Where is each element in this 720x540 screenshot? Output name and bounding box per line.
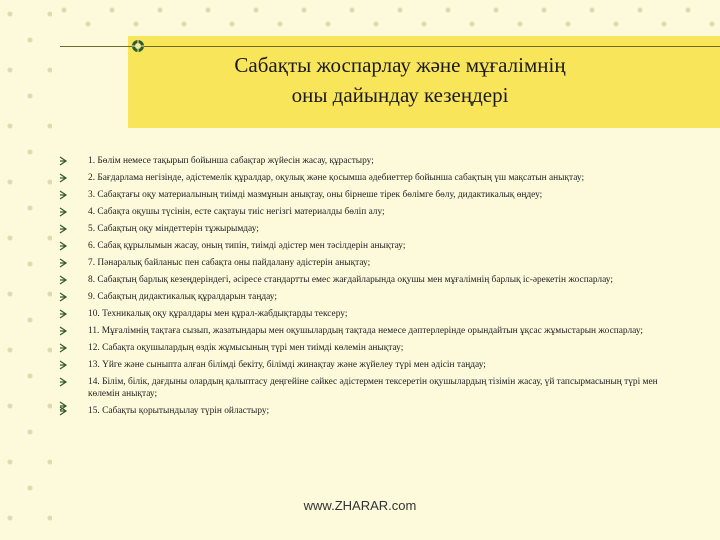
footer-url: www.ZHARAR.com (303, 498, 417, 513)
list-item-text: 8. Сабақтың барлық кезеңдеріндегі, әсіресе стандартты емес жағдайларында оқушы мен мұғалімнің барлық іс-әрекетін жоспарлау; (88, 274, 613, 285)
title-divider (60, 46, 720, 47)
list-item (56, 257, 671, 270)
bullet-icon (58, 190, 68, 200)
list-item (56, 240, 671, 253)
list-item (56, 405, 671, 418)
bullet-icon (58, 309, 68, 319)
list-item-text: 15. Сабақты қорытындылау түрін ойластыру; (88, 406, 270, 417)
bullet-icon (58, 292, 68, 302)
list-item (56, 376, 671, 401)
list-item (56, 291, 671, 304)
bullet-icon (58, 207, 68, 217)
bullet-icon (58, 224, 68, 234)
bullet-icon (58, 326, 68, 336)
bullet-icon (58, 241, 68, 251)
list-item (56, 155, 671, 168)
list-item-text: 10. Техникалық оқу құралдары мен құрал-жабдықтарды тексеру; (88, 308, 348, 319)
bullet-icon (58, 156, 68, 166)
bullet-icon (58, 173, 68, 183)
list-item-text: 5. Сабақтың оқу міндеттерін тұжырымдау; (88, 223, 259, 234)
bullet-icon (58, 377, 68, 387)
list-item-text: 7. Пәнаралық байланыс пен сабақта оны пайдалану әдістерін анықтау; (88, 257, 371, 268)
bullet-icon (58, 401, 68, 411)
list-item-text: 2. Бағдарлама негізінде, әдістемелік құралдар, оқулық және қосымша әдебиеттер бойынша сабақтың үш мақсатын анықтау; (88, 172, 585, 183)
list-item (56, 223, 671, 236)
left-pattern-strip (0, 0, 52, 540)
list-item (56, 359, 671, 372)
bullet-icon (58, 360, 68, 370)
top-pattern-strip (52, 0, 720, 36)
list-item (56, 172, 671, 185)
list-item-text: 12. Сабақта оқушылардың өздік жұмысының түрі мен тиімді көлемін анықтау; (88, 342, 404, 353)
steps-list (56, 155, 671, 422)
list-item-text: 6. Сабақ құрылымын жасау, оның типін, тиімді әдістер мен тәсілдерін анықтау; (88, 240, 406, 251)
list-item (56, 308, 671, 321)
bullet-icon (58, 343, 68, 353)
list-item-text: 11. Мұғалімнің тақтаға сызып, жазатындары мен оқушылардың тақтада немесе дәптерлерінде орындайтын ұқсас жұмыстарын жоспарлау; (88, 325, 644, 336)
title-line-1: Сабақты жоспарлау және мұғалімнің (234, 53, 566, 77)
list-item (56, 274, 671, 287)
ornament-icon (131, 39, 145, 53)
list-item-text: 3. Сабақтағы оқу материалының тиімді мазмұнын анықтау, оны бірнеше тірек бөлімге бөлу, дидактикалық өңдеу; (88, 189, 543, 200)
bullet-icon (58, 275, 68, 285)
list-item (56, 206, 671, 219)
bullet-icon (58, 258, 68, 268)
slide-title (150, 50, 650, 110)
title-line-2: оны дайындау кезеңдері (291, 83, 509, 107)
list-item-text: 14. Білім, білік, дағдыны олардың қалыптасу деңгейіне сәйкес әдістермен тексеретін оқушылардың тізімін жасау, үй тапсырмасының түрі мен көлемін анықтау; (88, 376, 658, 400)
list-item (56, 325, 671, 338)
list-item (56, 342, 671, 355)
list-item-text: 13. Үйге және сыныпта алған білімді бекіту, білімді жинақтау және жүйелеу түрі мен әдісін таңдау; (88, 359, 486, 370)
list-item-text: 9. Сабақтың дидактикалық құралдарын таңдау; (88, 291, 277, 302)
list-item-text: 4. Сабақта оқушы түсінін, есте сақтауы тиіс негізгі материалды бөліп алу; (88, 206, 385, 217)
list-item-text: 1. Бөлім немесе тақырып бойынша сабақтар жүйесін жасау, құрастыру; (88, 156, 374, 166)
list-item (56, 189, 671, 202)
